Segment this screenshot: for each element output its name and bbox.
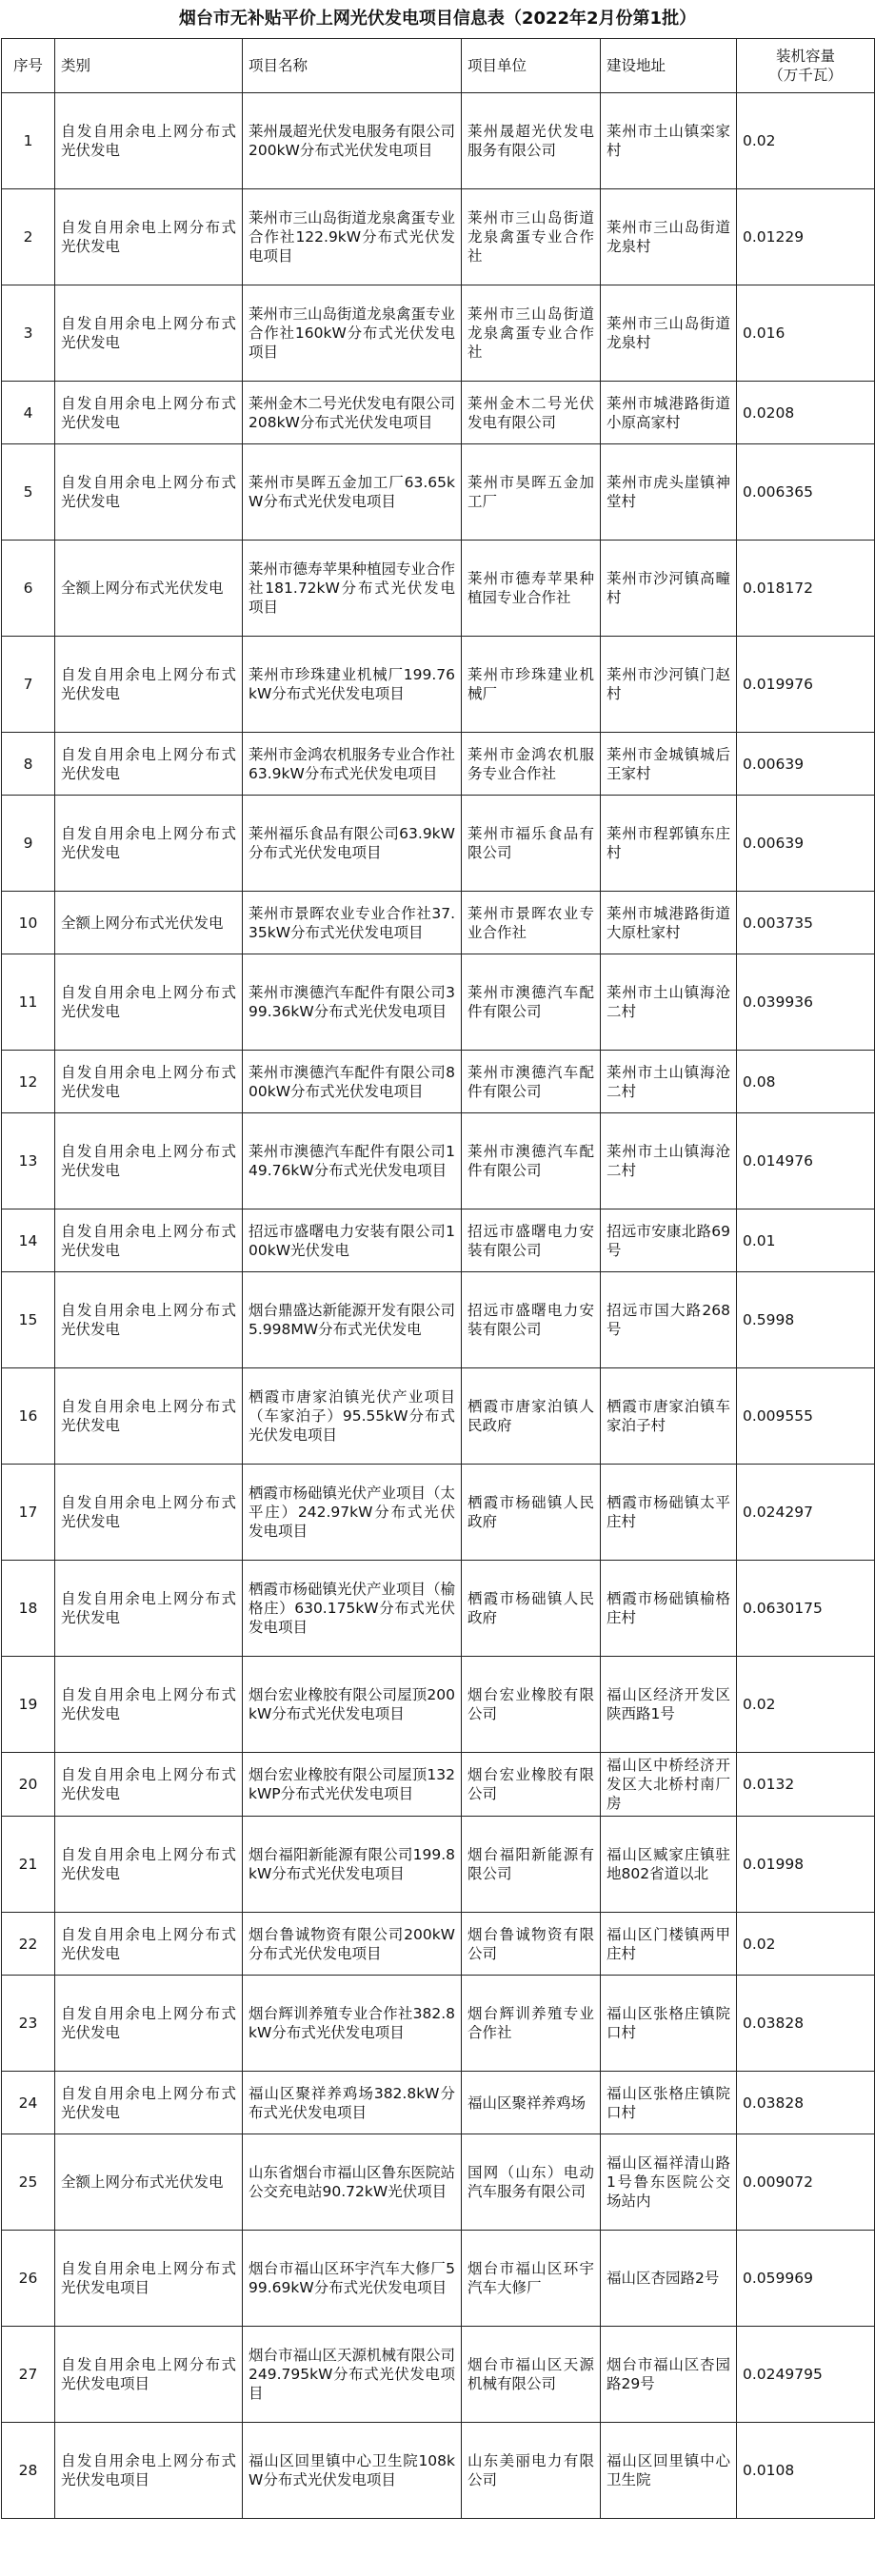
capacity-header-line1: 装机容量	[775, 48, 835, 65]
cell-no: 24	[2, 2072, 55, 2134]
cell-name: 莱州市三山岛街道龙泉禽蛋专业合作社160kW分布式光伏发电项目	[243, 285, 462, 382]
cell-category: 全额上网分布式光伏发电	[55, 2134, 243, 2231]
cell-capacity: 0.0132	[737, 1753, 875, 1817]
cell-unit: 莱州市金鸿农机服务专业合作社	[462, 733, 601, 796]
cell-unit: 福山区聚祥养鸡场	[462, 2072, 601, 2134]
cell-no: 21	[2, 1817, 55, 1913]
cell-name: 栖霞市杨础镇光伏产业项目（榆格庄）630.175kW分布式光伏发电项目	[243, 1561, 462, 1657]
table-row	[2, 1657, 875, 1753]
cell-address: 莱州市土山镇栾家村	[601, 93, 737, 189]
cell-name: 烟台辉训养殖专业合作社382.8kW分布式光伏发电项目	[243, 1976, 462, 2072]
cell-no: 1	[2, 93, 55, 189]
cell-category: 自发自用余电上网分布式光伏发电	[55, 1113, 243, 1209]
cell-category: 自发自用余电上网分布式光伏发电	[55, 382, 243, 444]
table-row	[2, 1113, 875, 1209]
cell-no: 17	[2, 1465, 55, 1561]
cell-capacity: 0.00639	[737, 796, 875, 892]
table-row	[2, 1753, 875, 1817]
cell-unit: 山东美丽电力有限公司	[462, 2423, 601, 2519]
col-header-address: 建设地址	[601, 39, 737, 93]
cell-name: 福山区聚祥养鸡场382.8kW分布式光伏发电项目	[243, 2072, 462, 2134]
table-row	[2, 1817, 875, 1913]
table-row	[2, 2231, 875, 2327]
cell-unit: 莱州金木二号光伏发电有限公司	[462, 382, 601, 444]
col-header-unit: 项目单位	[462, 39, 601, 93]
cell-category: 自发自用余电上网分布式光伏发电	[55, 93, 243, 189]
table-row	[2, 1976, 875, 2072]
cell-unit: 烟台宏业橡胶有限公司	[462, 1657, 601, 1753]
cell-address: 福山区杏园路2号	[601, 2231, 737, 2327]
cell-category: 自发自用余电上网分布式光伏发电	[55, 189, 243, 285]
cell-name: 烟台市福山区环宇汽车大修厂599.69kW分布式光伏发电项目	[243, 2231, 462, 2327]
table-row	[2, 796, 875, 892]
cell-address: 莱州市三山岛街道龙泉村	[601, 189, 737, 285]
table-row	[2, 2327, 875, 2423]
cell-name: 莱州市澳德汽车配件有限公司800kW分布式光伏发电项目	[243, 1051, 462, 1113]
cell-category: 自发自用余电上网分布式光伏发电	[55, 637, 243, 733]
cell-capacity: 0.02	[737, 1913, 875, 1976]
cell-category: 自发自用余电上网分布式光伏发电	[55, 1913, 243, 1976]
cell-unit: 莱州市三山岛街道龙泉禽蛋专业合作社	[462, 189, 601, 285]
table-row	[2, 1272, 875, 1368]
cell-no: 25	[2, 2134, 55, 2231]
table-row	[2, 733, 875, 796]
cell-category: 自发自用余电上网分布式光伏发电	[55, 733, 243, 796]
cell-category: 自发自用余电上网分布式光伏发电	[55, 1209, 243, 1272]
cell-unit: 莱州市澳德汽车配件有限公司	[462, 1113, 601, 1209]
cell-no: 22	[2, 1913, 55, 1976]
cell-capacity: 0.0630175	[737, 1561, 875, 1657]
cell-address: 莱州市土山镇海沧二村	[601, 1051, 737, 1113]
cell-capacity: 0.016	[737, 285, 875, 382]
cell-unit: 栖霞市杨础镇人民政府	[462, 1561, 601, 1657]
cell-address: 莱州市金城镇城后王家村	[601, 733, 737, 796]
cell-name: 莱州福乐食品有限公司63.9kW分布式光伏发电项目	[243, 796, 462, 892]
cell-unit: 烟台辉训养殖专业合作社	[462, 1976, 601, 2072]
cell-category: 自发自用余电上网分布式光伏发电项目	[55, 2327, 243, 2423]
cell-no: 19	[2, 1657, 55, 1753]
cell-name: 栖霞市唐家泊镇光伏产业项目（车家泊子）95.55kW分布式光伏发电项目	[243, 1368, 462, 1465]
table-row	[2, 2134, 875, 2231]
cell-capacity: 0.009072	[737, 2134, 875, 2231]
cell-name: 莱州市德寿苹果种植园专业合作社181.72kW分布式光伏发电项目	[243, 541, 462, 637]
cell-name: 烟台宏业橡胶有限公司屋顶132kWP分布式光伏发电项目	[243, 1753, 462, 1817]
cell-address: 莱州市城港路街道小原高家村	[601, 382, 737, 444]
cell-unit: 烟台宏业橡胶有限公司	[462, 1753, 601, 1817]
cell-capacity: 0.5998	[737, 1272, 875, 1368]
cell-address: 莱州市程郭镇东庄村	[601, 796, 737, 892]
cell-no: 5	[2, 444, 55, 541]
cell-no: 8	[2, 733, 55, 796]
cell-capacity: 0.009555	[737, 1368, 875, 1465]
cell-no: 16	[2, 1368, 55, 1465]
table-row	[2, 1368, 875, 1465]
table-row	[2, 285, 875, 382]
cell-no: 23	[2, 1976, 55, 2072]
cell-category: 自发自用余电上网分布式光伏发电	[55, 285, 243, 382]
col-header-name: 项目名称	[243, 39, 462, 93]
cell-no: 18	[2, 1561, 55, 1657]
cell-name: 山东省烟台市福山区鲁东医院站公交充电站90.72kW光伏项目	[243, 2134, 462, 2231]
cell-name: 莱州市金鸿农机服务专业合作社63.9kW分布式光伏发电项目	[243, 733, 462, 796]
cell-capacity: 0.039936	[737, 954, 875, 1051]
cell-name: 烟台福阳新能源有限公司199.8kW分布式光伏发电项目	[243, 1817, 462, 1913]
table-row	[2, 2423, 875, 2519]
cell-category: 自发自用余电上网分布式光伏发电项目	[55, 2423, 243, 2519]
cell-category: 自发自用余电上网分布式光伏发电	[55, 1465, 243, 1561]
cell-unit: 栖霞市杨础镇人民政府	[462, 1465, 601, 1561]
cell-name: 莱州市澳德汽车配件有限公司399.36kW分布式光伏发电项目	[243, 954, 462, 1051]
table-row	[2, 637, 875, 733]
table-row	[2, 1913, 875, 1976]
cell-address: 莱州市土山镇海沧二村	[601, 954, 737, 1051]
cell-capacity: 0.01	[737, 1209, 875, 1272]
cell-unit: 招远市盛曙电力安装有限公司	[462, 1272, 601, 1368]
cell-address: 栖霞市杨础镇太平庄村	[601, 1465, 737, 1561]
table-row	[2, 2072, 875, 2134]
cell-category: 自发自用余电上网分布式光伏发电	[55, 1753, 243, 1817]
col-header-no: 序号	[2, 39, 55, 93]
cell-name: 烟台鼎盛达新能源开发有限公司5.998MW分布式光伏发电	[243, 1272, 462, 1368]
cell-category: 自发自用余电上网分布式光伏发电	[55, 2072, 243, 2134]
cell-no: 10	[2, 892, 55, 954]
cell-capacity: 0.024297	[737, 1465, 875, 1561]
page-title: 烟台市无补贴平价上网光伏发电项目信息表（2022年2月份第1批）	[178, 9, 697, 29]
cell-capacity: 0.003735	[737, 892, 875, 954]
cell-name: 莱州市三山岛街道龙泉禽蛋专业合作社122.9kW分布式光伏发电项目	[243, 189, 462, 285]
cell-no: 14	[2, 1209, 55, 1272]
header-row	[2, 39, 875, 93]
cell-unit: 栖霞市唐家泊镇人民政府	[462, 1368, 601, 1465]
cell-address: 烟台市福山区杏园路29号	[601, 2327, 737, 2423]
cell-name: 莱州市珍珠建业机械厂199.76kW分布式光伏发电项目	[243, 637, 462, 733]
table-row	[2, 954, 875, 1051]
cell-name: 莱州市澳德汽车配件有限公司149.76kW分布式光伏发电项目	[243, 1113, 462, 1209]
cell-unit: 烟台福阳新能源有限公司	[462, 1817, 601, 1913]
cell-address: 福山区臧家庄镇驻地802省道以北	[601, 1817, 737, 1913]
cell-address: 招远市国大路268号	[601, 1272, 737, 1368]
cell-no: 3	[2, 285, 55, 382]
cell-no: 2	[2, 189, 55, 285]
cell-address: 莱州市三山岛街道龙泉村	[601, 285, 737, 382]
cell-category: 自发自用余电上网分布式光伏发电	[55, 444, 243, 541]
cell-address: 福山区张格庄镇院口村	[601, 2072, 737, 2134]
cell-capacity: 0.0249795	[737, 2327, 875, 2423]
cell-name: 福山区回里镇中心卫生院108kW分布式光伏发电项目	[243, 2423, 462, 2519]
col-header-category: 类别	[55, 39, 243, 93]
cell-address: 莱州市虎头崖镇神堂村	[601, 444, 737, 541]
cell-capacity: 0.0208	[737, 382, 875, 444]
cell-capacity: 0.006365	[737, 444, 875, 541]
cell-category: 全额上网分布式光伏发电	[55, 541, 243, 637]
cell-unit: 莱州市景晖农业专业合作社	[462, 892, 601, 954]
cell-unit: 莱州市澳德汽车配件有限公司	[462, 954, 601, 1051]
table-row	[2, 892, 875, 954]
table-row	[2, 382, 875, 444]
table-row	[2, 1465, 875, 1561]
cell-no: 12	[2, 1051, 55, 1113]
cell-no: 9	[2, 796, 55, 892]
cell-address: 招远市安康北路69号	[601, 1209, 737, 1272]
cell-category: 自发自用余电上网分布式光伏发电项目	[55, 2231, 243, 2327]
cell-unit: 烟台鲁诚物资有限公司	[462, 1913, 601, 1976]
cell-category: 全额上网分布式光伏发电	[55, 892, 243, 954]
cell-address: 福山区张格庄镇院口村	[601, 1976, 737, 2072]
table-row	[2, 93, 875, 189]
cell-capacity: 0.014976	[737, 1113, 875, 1209]
cell-unit: 烟台市福山区环宇汽车大修厂	[462, 2231, 601, 2327]
cell-address: 福山区经济开发区陕西路1号	[601, 1657, 737, 1753]
cell-category: 自发自用余电上网分布式光伏发电	[55, 1817, 243, 1913]
cell-unit: 莱州市澳德汽车配件有限公司	[462, 1051, 601, 1113]
cell-capacity: 0.03828	[737, 1976, 875, 2072]
table-row	[2, 1561, 875, 1657]
cell-capacity: 0.02	[737, 93, 875, 189]
cell-capacity: 0.08	[737, 1051, 875, 1113]
cell-no: 20	[2, 1753, 55, 1817]
cell-unit: 莱州晟超光伏发电服务有限公司	[462, 93, 601, 189]
cell-unit: 莱州市珍珠建业机械厂	[462, 637, 601, 733]
cell-name: 烟台宏业橡胶有限公司屋顶200kW分布式光伏发电项目	[243, 1657, 462, 1753]
cell-no: 27	[2, 2327, 55, 2423]
cell-category: 自发自用余电上网分布式光伏发电	[55, 1976, 243, 2072]
cell-category: 自发自用余电上网分布式光伏发电	[55, 954, 243, 1051]
cell-name: 莱州市昊晖五金加工厂63.65kW分布式光伏发电项目	[243, 444, 462, 541]
cell-unit: 招远市盛曙电力安装有限公司	[462, 1209, 601, 1272]
project-table	[1, 38, 875, 2519]
capacity-header-line2: （万千瓦）	[768, 67, 843, 84]
cell-address: 栖霞市杨础镇榆格庄村	[601, 1561, 737, 1657]
cell-name: 莱州市景晖农业专业合作社37.35kW分布式光伏发电项目	[243, 892, 462, 954]
cell-no: 15	[2, 1272, 55, 1368]
cell-unit: 国网（山东）电动汽车服务有限公司	[462, 2134, 601, 2231]
cell-unit: 莱州市德寿苹果种植园专业合作社	[462, 541, 601, 637]
cell-no: 26	[2, 2231, 55, 2327]
cell-no: 13	[2, 1113, 55, 1209]
cell-address: 莱州市土山镇海沧二村	[601, 1113, 737, 1209]
cell-address: 栖霞市唐家泊镇车家泊子村	[601, 1368, 737, 1465]
cell-no: 4	[2, 382, 55, 444]
table-row	[2, 1209, 875, 1272]
cell-category: 自发自用余电上网分布式光伏发电	[55, 796, 243, 892]
cell-capacity: 0.02	[737, 1657, 875, 1753]
table-row	[2, 444, 875, 541]
cell-capacity: 0.0108	[737, 2423, 875, 2519]
cell-address: 福山区回里镇中心卫生院	[601, 2423, 737, 2519]
cell-no: 11	[2, 954, 55, 1051]
cell-address: 福山区门楼镇两甲庄村	[601, 1913, 737, 1976]
cell-capacity: 0.01998	[737, 1817, 875, 1913]
cell-capacity: 0.03828	[737, 2072, 875, 2134]
cell-no: 28	[2, 2423, 55, 2519]
cell-name: 烟台市福山区天源机械有限公司249.795kW分布式光伏发电项目	[243, 2327, 462, 2423]
cell-address: 莱州市沙河镇高疃村	[601, 541, 737, 637]
table-row	[2, 1051, 875, 1113]
table-row	[2, 189, 875, 285]
cell-capacity: 0.01229	[737, 189, 875, 285]
cell-unit: 烟台市福山区天源机械有限公司	[462, 2327, 601, 2423]
cell-capacity: 0.018172	[737, 541, 875, 637]
cell-unit: 莱州市昊晖五金加工厂	[462, 444, 601, 541]
cell-name: 莱州金木二号光伏发电有限公司208kW分布式光伏发电项目	[243, 382, 462, 444]
cell-category: 自发自用余电上网分布式光伏发电	[55, 1272, 243, 1368]
cell-no: 7	[2, 637, 55, 733]
cell-name: 莱州晟超光伏发电服务有限公司200kW分布式光伏发电项目	[243, 93, 462, 189]
cell-no: 6	[2, 541, 55, 637]
table-row	[2, 541, 875, 637]
cell-unit: 莱州市三山岛街道龙泉禽蛋专业合作社	[462, 285, 601, 382]
cell-capacity: 0.059969	[737, 2231, 875, 2327]
cell-name: 招远市盛曙电力安装有限公司100kW光伏发电	[243, 1209, 462, 1272]
cell-address: 福山区福祥清山路1号鲁东医院公交场站内	[601, 2134, 737, 2231]
cell-name: 烟台鲁诚物资有限公司200kW分布式光伏发电项目	[243, 1913, 462, 1976]
cell-capacity: 0.019976	[737, 637, 875, 733]
cell-capacity: 0.00639	[737, 733, 875, 796]
cell-address: 福山区中桥经济开发区大北桥村南厂房	[601, 1753, 737, 1817]
cell-category: 自发自用余电上网分布式光伏发电	[55, 1657, 243, 1753]
cell-category: 自发自用余电上网分布式光伏发电	[55, 1561, 243, 1657]
col-header-capacity	[737, 39, 875, 93]
cell-address: 莱州市沙河镇门赵村	[601, 637, 737, 733]
cell-category: 自发自用余电上网分布式光伏发电	[55, 1368, 243, 1465]
cell-category: 自发自用余电上网分布式光伏发电	[55, 1051, 243, 1113]
cell-unit: 莱州市福乐食品有限公司	[462, 796, 601, 892]
cell-name: 栖霞市杨础镇光伏产业项目（太平庄）242.97kW分布式光伏发电项目	[243, 1465, 462, 1561]
cell-address: 莱州市城港路街道大原杜家村	[601, 892, 737, 954]
